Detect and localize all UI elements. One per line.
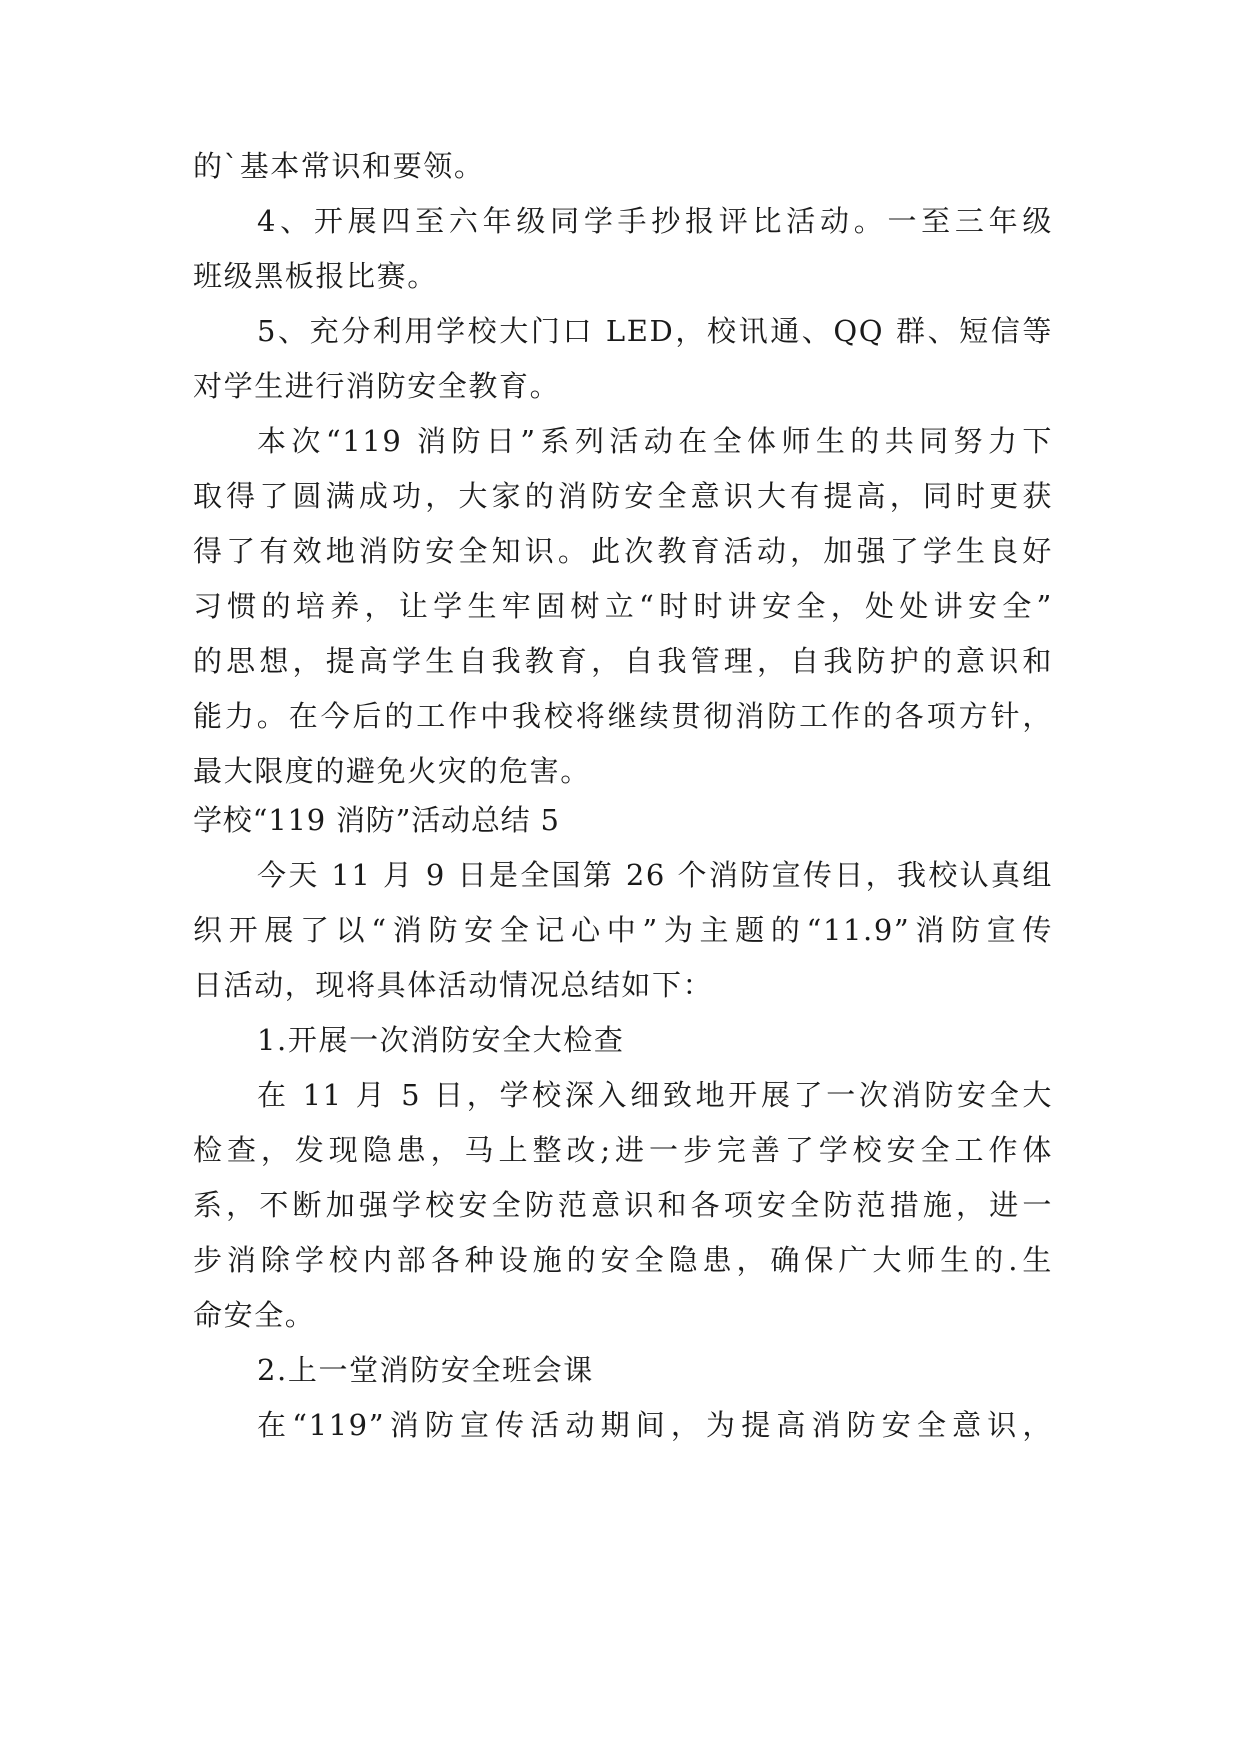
section-heading: 学校“119 消防”活动总结 5 bbox=[193, 803, 560, 837]
intro-paragraph-line: 织开展了以“消防安全记心中”为主题的“11.9”消防宣传 bbox=[193, 913, 1053, 947]
list-item-5-line: 5、充分利用学校大门口 LED，校讯通、QQ 群、短信等 bbox=[257, 314, 1053, 348]
summary-paragraph-line: 的思想，提高学生自我教育，自我管理，自我防护的意识和 bbox=[193, 644, 1053, 678]
intro-paragraph-line: 日活动，现将具体活动情况总结如下： bbox=[193, 968, 714, 1002]
subheading-2: 2.上一堂消防安全班会课 bbox=[257, 1353, 594, 1387]
subheading-1: 1.开展一次消防安全大检查 bbox=[257, 1023, 625, 1057]
inspection-paragraph-line: 步消除学校内部各种设施的安全隐患，确保广大师生的.生 bbox=[193, 1243, 1053, 1277]
summary-paragraph-line: 得了有效地消防安全知识。此次教育活动，加强了学生良好 bbox=[193, 534, 1053, 568]
body-text-line: 的`基本常识和要领。 bbox=[193, 149, 485, 183]
inspection-paragraph-line: 在 11 月 5 日，学校深入细致地开展了一次消防安全大 bbox=[257, 1078, 1053, 1112]
summary-paragraph-line: 能力。在今后的工作中我校将继续贯彻消防工作的各项方针， bbox=[193, 699, 1053, 733]
intro-paragraph-line: 今天 11 月 9 日是全国第 26 个消防宣传日，我校认真组 bbox=[257, 858, 1053, 892]
summary-paragraph-line: 取得了圆满成功，大家的消防安全意识大有提高，同时更获 bbox=[193, 479, 1053, 513]
summary-paragraph-line: 最大限度的避免火灾的危害。 bbox=[193, 754, 591, 788]
inspection-paragraph-line: 系，不断加强学校安全防范意识和各项安全防范措施，进一 bbox=[193, 1188, 1053, 1222]
body-text-line: 对学生进行消防安全教育。 bbox=[193, 369, 561, 403]
list-item-4-line: 4、开展四至六年级同学手抄报评比活动。一至三年级 bbox=[257, 204, 1053, 238]
inspection-paragraph-line: 命安全。 bbox=[193, 1298, 316, 1332]
summary-paragraph-line: 本次“119 消防日”系列活动在全体师生的共同努力下 bbox=[257, 424, 1053, 458]
body-text-line: 班级黑板报比赛。 bbox=[193, 259, 438, 293]
summary-paragraph-line: 习惯的培养，让学生牢固树立“时时讲安全，处处讲安全” bbox=[193, 589, 1053, 623]
class-meeting-paragraph-line: 在“119”消防宣传活动期间，为提高消防安全意识， bbox=[257, 1408, 1053, 1442]
inspection-paragraph-line: 检查，发现隐患，马上整改;进一步完善了学校安全工作体 bbox=[193, 1133, 1053, 1167]
